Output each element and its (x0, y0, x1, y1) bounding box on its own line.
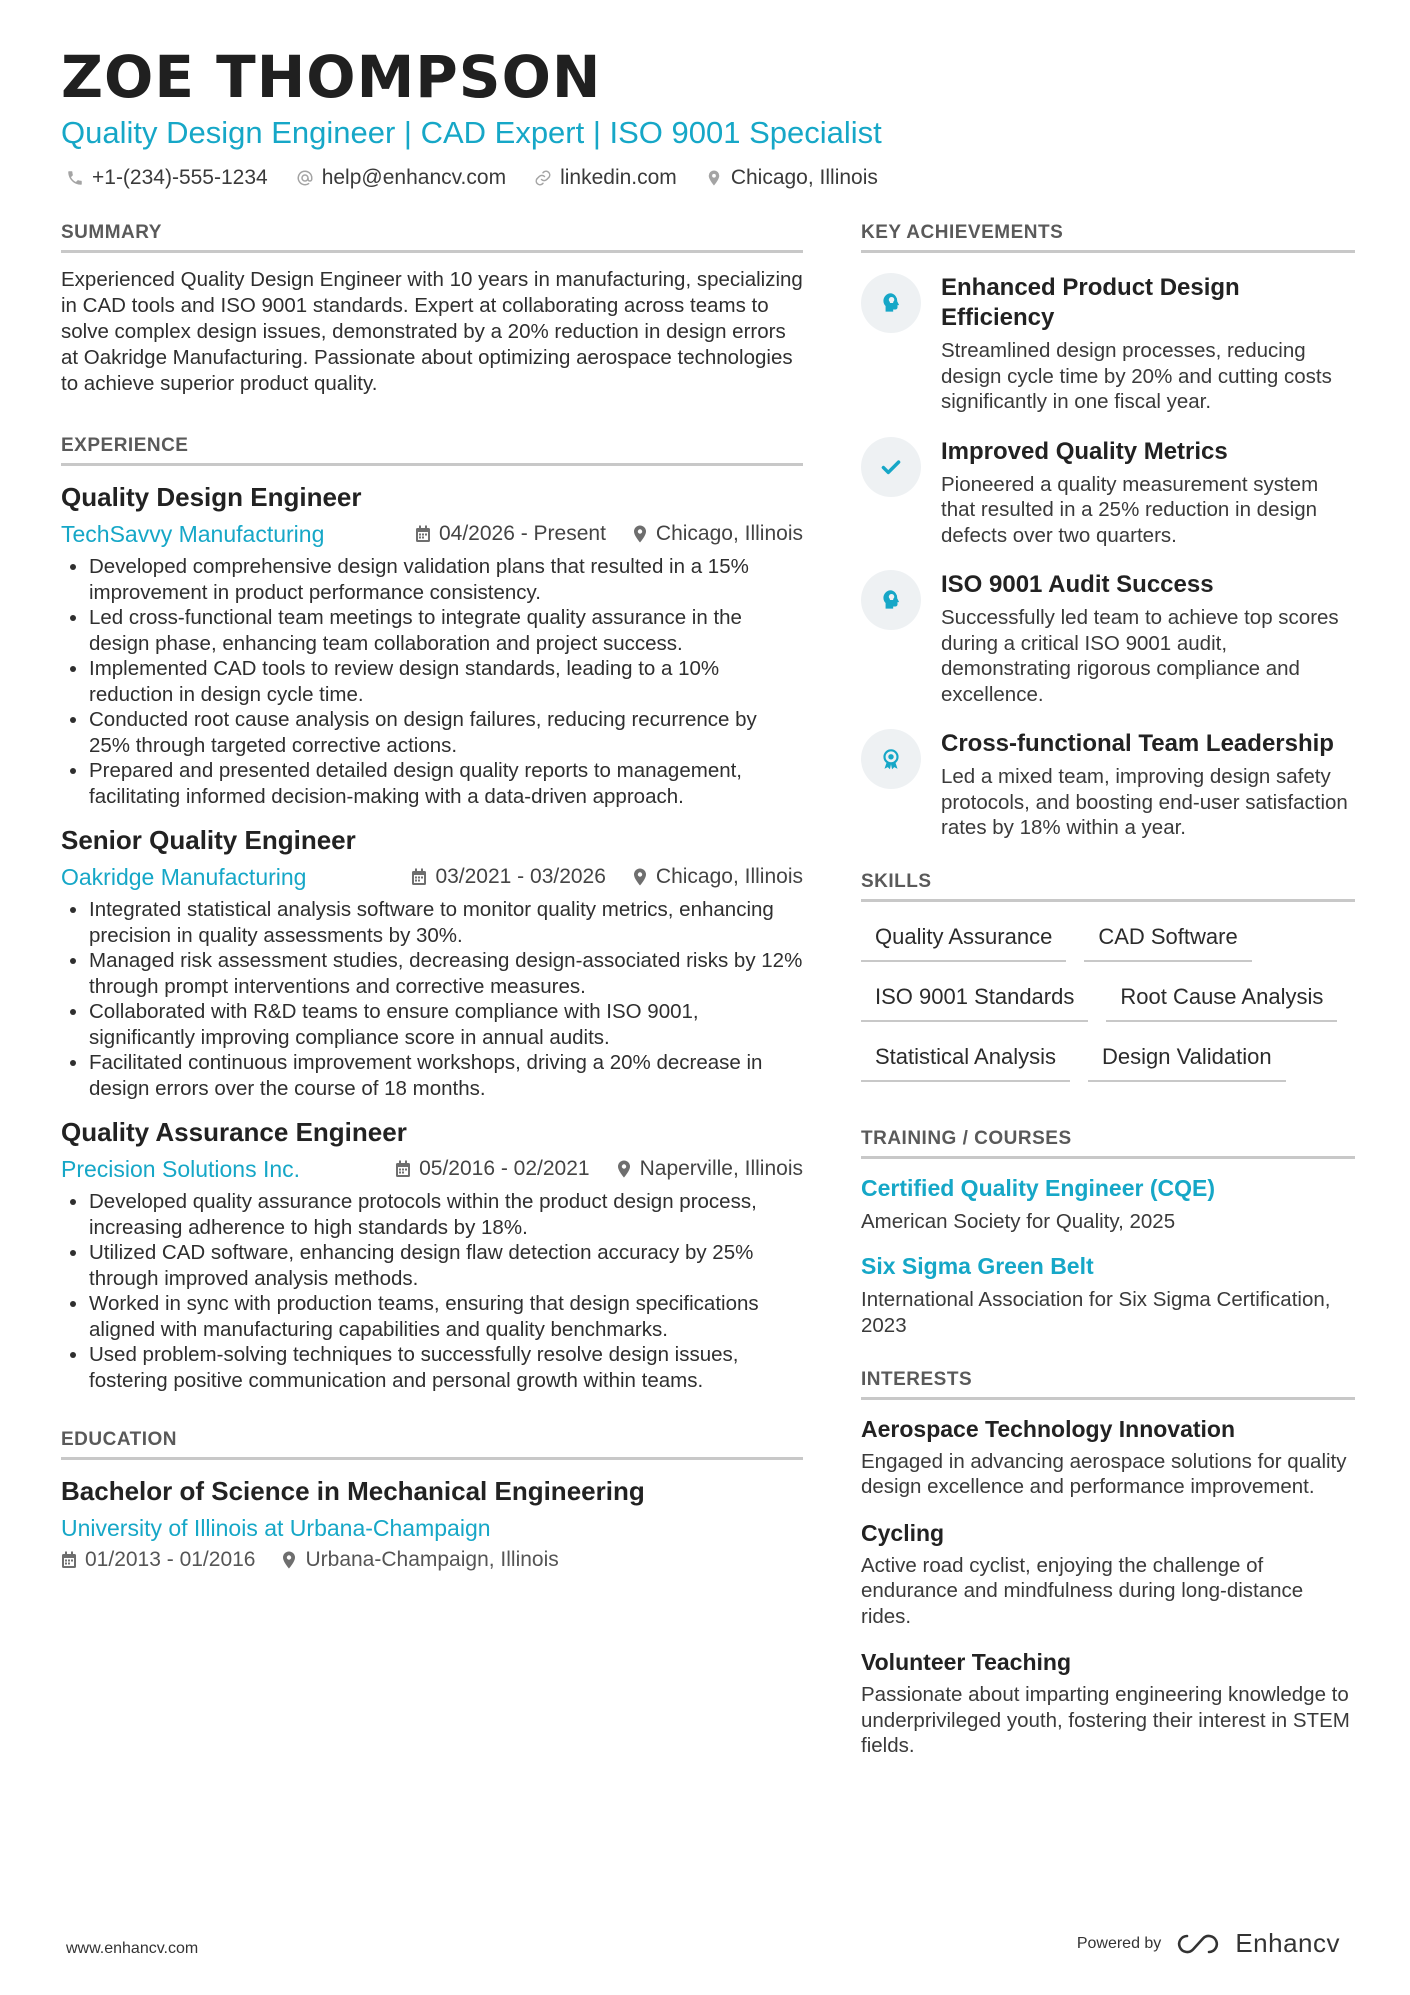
achievement-desc: Successfully led team to achieve top scores during a critical ISO 9001 audit, demonstrating rigorous compliance and excellence. (941, 606, 1339, 706)
job-meta (61, 1153, 803, 1185)
contact-location-text: Chicago, Illinois (730, 166, 878, 189)
job-dates (411, 865, 605, 889)
experience-item (61, 823, 803, 1101)
achievement-title: Improved Quality Metrics (941, 437, 1228, 465)
interest-title: Aerospace Technology Innovation (861, 1415, 1236, 1442)
skill-tag: Quality Assurance (861, 916, 1066, 962)
contact-phone[interactable] (66, 166, 268, 190)
achievement-body (941, 437, 1355, 549)
achievement-desc: Led a mixed team, improving design safety protocols, and boosting end-user satisfaction rates by 18% within a year. (941, 765, 1348, 839)
location-pin-icon (281, 1551, 297, 1569)
job-meta-right (395, 1157, 803, 1181)
job-location-text: Naperville, Illinois (639, 1157, 803, 1180)
enhancv-logo-icon (1175, 1931, 1221, 1957)
achievement-desc: Streamlined design processes, reducing design cycle time by 20% and cutting costs significantly in one fiscal year. (941, 339, 1332, 413)
head-icon (861, 273, 921, 333)
job-bullet: • Utilized CAD software, enhancing design flaw detection accuracy by 25% through improved analysis methods. (89, 1240, 803, 1291)
footer-branding[interactable] (1077, 1928, 1340, 1959)
education-heading: EDUCATION (61, 1429, 803, 1460)
interests-heading: INTERESTS (861, 1369, 1355, 1400)
experience-heading: EXPERIENCE (61, 435, 803, 466)
candidate-name: ZOE THOMPSON (61, 43, 602, 111)
summary-heading: SUMMARY (61, 222, 803, 253)
skills-section (861, 871, 1355, 1082)
contact-linkedin-text: linkedin.com (560, 166, 677, 189)
job-dates-text: 05/2016 - 02/2021 (419, 1157, 590, 1180)
job-location-text: Chicago, Illinois (655, 522, 803, 545)
achievement-item (861, 437, 1355, 549)
interest-title: Cycling (861, 1519, 945, 1546)
interest-desc: Engaged in advancing aerospace solutions for quality design excellence and performance improvement. (861, 1449, 1347, 1498)
phone-icon (66, 169, 84, 187)
summary-text: Experienced Quality Design Engineer with 10 years in manufacturing, specializing in CAD tools and ISO 9001 standards. Expert at collaborating across teams to solve complex design issues, demonstrated by a 20% reduction in design errors at Oakridge Manufacturing. Passionate about optimizing aerospace technologies to achieve superior product quality. (61, 268, 803, 395)
course-desc: International Association for Six Sigma Certification, 2023 (861, 1287, 1331, 1337)
interest-item (861, 1414, 1355, 1500)
job-bullet: • Conducted root cause analysis on design failures, reducing recurrence by 25% through targeted corrective actions. (89, 707, 803, 758)
job-bullet: • Developed quality assurance protocols within the product design process, increasing adherence to high standards by 18%. (89, 1189, 803, 1240)
education-location-text: Urbana-Champaign, Illinois (305, 1548, 559, 1571)
location-pin-icon (632, 868, 648, 886)
education-dates (61, 1548, 255, 1572)
job-company: Oakridge Manufacturing (61, 863, 307, 890)
training-heading: TRAINING / COURSES (861, 1128, 1355, 1159)
course-item (861, 1251, 1355, 1339)
achievement-body (941, 570, 1355, 707)
skill-tag: ISO 9001 Standards (861, 976, 1088, 1022)
interest-desc: Active road cyclist, enjoying the challenge of endurance and mindfulness during long-distance rides. (861, 1553, 1304, 1628)
job-bullets (61, 1189, 803, 1393)
contact-email[interactable] (296, 166, 506, 190)
job-bullet: • Developed comprehensive design validation plans that resulted in a 15% improvement in product performance consistency. (89, 554, 803, 605)
job-bullet: • Managed risk assessment studies, decreasing design-associated risks by 12% through prompt interventions and corrective measures. (89, 948, 803, 999)
contact-linkedin[interactable] (534, 166, 677, 190)
contact-location (705, 166, 878, 190)
location-pin-icon (632, 525, 648, 543)
interest-desc: Passionate about imparting engineering knowledge to underprivileged youth, fostering their interest in STEM fields. (861, 1683, 1350, 1757)
interest-item (861, 1518, 1355, 1630)
calendar-icon (411, 868, 427, 886)
candidate-title: Quality Design Engineer | CAD Expert | ISO 9001 Specialist (61, 115, 882, 150)
job-meta (61, 518, 803, 550)
interests-section (861, 1369, 1355, 1759)
skill-tag: CAD Software (1084, 916, 1251, 962)
skills-heading: SKILLS (861, 871, 1355, 902)
job-role: Quality Design Engineer (61, 482, 362, 512)
course-title: Certified Quality Engineer (CQE) (861, 1174, 1215, 1201)
job-bullet: • Led cross-functional team meetings to integrate quality assurance in the design phase, enhancing team collaboration and project success. (89, 605, 803, 656)
location-pin-icon (705, 169, 723, 187)
check-icon (861, 437, 921, 497)
job-meta-right (411, 865, 803, 889)
achievement-item (861, 570, 1355, 707)
education-location (281, 1548, 558, 1572)
job-bullets (61, 897, 803, 1101)
course-item (861, 1173, 1355, 1235)
left-column (61, 222, 803, 1572)
at-icon (296, 169, 314, 187)
job-company: TechSavvy Manufacturing (61, 520, 325, 547)
job-bullet: • Facilitated continuous improvement workshops, driving a 20% decrease in design errors over the course of 18 months. (89, 1050, 803, 1101)
link-icon (534, 169, 552, 187)
education-degree: Bachelor of Science in Mechanical Engineering (61, 1476, 645, 1506)
summary-section (61, 222, 803, 397)
contact-bar (66, 166, 878, 190)
job-location (632, 865, 803, 889)
achievement-title: Enhanced Product Design Efficiency (941, 274, 1240, 331)
experience-section (61, 435, 803, 1393)
course-title: Six Sigma Green Belt (861, 1252, 1094, 1279)
achievement-item (861, 273, 1355, 415)
experience-item (61, 1115, 803, 1393)
job-dates (415, 522, 606, 546)
footer-website[interactable]: www.enhancv.com (66, 1940, 199, 1957)
job-meta (61, 861, 803, 893)
job-dates-text: 03/2021 - 03/2026 (435, 865, 606, 888)
achievement-title: Cross-functional Team Leadership (941, 730, 1334, 757)
training-section (861, 1128, 1355, 1339)
skill-tag: Statistical Analysis (861, 1036, 1070, 1082)
education-dates-text: 01/2013 - 01/2016 (85, 1548, 256, 1571)
achievement-body (941, 273, 1355, 415)
job-bullet: • Prepared and presented detailed design quality reports to management, facilitating informed decision-making with a data-driven approach. (89, 758, 803, 809)
job-meta-right (415, 522, 803, 546)
job-bullet: • Used problem-solving techniques to successfully resolve design issues, fostering positive communication and personal growth within teams. (89, 1342, 803, 1393)
achievement-body (941, 729, 1355, 841)
job-location (616, 1157, 803, 1181)
job-role: Senior Quality Engineer (61, 825, 356, 855)
brand-name: Enhancv (1235, 1928, 1340, 1958)
calendar-icon (61, 1551, 77, 1569)
interest-item (861, 1647, 1355, 1759)
powered-by-label: Powered by (1076, 1934, 1162, 1952)
achievement-item (861, 729, 1355, 841)
skills-list (861, 916, 1355, 1082)
achievements-section (861, 222, 1355, 841)
job-location (632, 522, 803, 546)
achievement-desc: Pioneered a quality measurement system that resulted in a 25% reduction in design defects over two quarters. (941, 472, 1319, 547)
right-column (861, 222, 1355, 1777)
experience-item (61, 480, 803, 809)
job-bullets (61, 554, 803, 809)
job-bullet: • Worked in sync with production teams, ensuring that design specifications aligned with manufacturing capabilities and quality benchmarks. (89, 1291, 803, 1342)
job-dates (395, 1157, 589, 1181)
job-bullet: • Integrated statistical analysis software to monitor quality metrics, enhancing precision in quality assessments by 30%. (89, 897, 803, 948)
course-desc: American Society for Quality, 2025 (861, 1209, 1176, 1233)
interest-title: Volunteer Teaching (861, 1649, 1072, 1675)
job-bullet: • Collaborated with R&D teams to ensure compliance with ISO 9001, significantly improving compliance score in annual audits. (89, 999, 803, 1050)
calendar-icon (415, 525, 431, 543)
job-company: Precision Solutions Inc. (61, 1155, 301, 1182)
calendar-icon (395, 1160, 411, 1178)
award-icon (861, 729, 921, 789)
achievements-heading: KEY ACHIEVEMENTS (861, 222, 1355, 253)
contact-email-text: help@enhancv.com (321, 166, 507, 189)
location-pin-icon (616, 1160, 632, 1178)
achievement-title: ISO 9001 Audit Success (941, 571, 1214, 598)
education-section (61, 1429, 803, 1572)
job-location-text: Chicago, Illinois (655, 865, 803, 888)
education-school: University of Illinois at Urbana-Champaign (61, 1515, 491, 1541)
head-icon (861, 570, 921, 630)
job-bullet: • Implemented CAD tools to review design standards, leading to a 10% reduction in design cycle time. (89, 656, 803, 707)
skill-tag: Root Cause Analysis (1106, 976, 1337, 1022)
job-role: Quality Assurance Engineer (61, 1117, 407, 1147)
skill-tag: Design Validation (1088, 1036, 1286, 1082)
education-meta (61, 1548, 803, 1572)
contact-phone-text: +1-(234)-555-1234 (92, 166, 268, 189)
job-dates-text: 04/2026 - Present (438, 522, 606, 545)
